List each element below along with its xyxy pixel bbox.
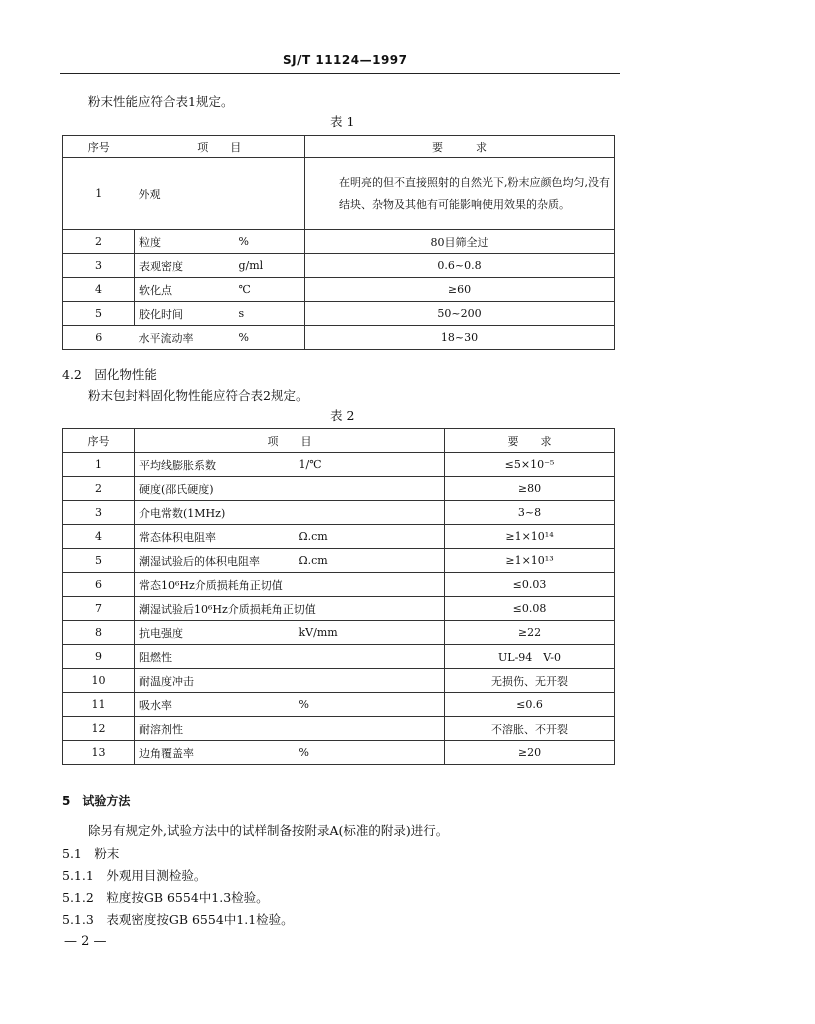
t1-row-unit: s (235, 302, 305, 326)
t2-row-item: 耐溶剂性 (135, 717, 295, 741)
t2-row-req: 不溶胀、不开裂 (445, 717, 615, 741)
t1-head-no: 序号 (63, 136, 135, 158)
t1-row-req: 0.6~0.8 (305, 254, 615, 278)
t2-row-req: ≥80 (445, 477, 615, 501)
t2-row-item: 耐温度冲击 (135, 669, 295, 693)
t2-row-req: ≥1×10¹³ (445, 549, 615, 573)
t1-row-req: ≥60 (305, 278, 615, 302)
t2-row-item: 边角覆盖率 (135, 741, 295, 765)
clause-text: 表观密度按GB 6554中1.1检验。 (106, 912, 294, 927)
t1-row-req: 80目筛全过 (305, 230, 615, 254)
t2-row-unit: Ω.cm (295, 549, 445, 573)
t2-row-item: 潮湿试验后的体积电阻率 (135, 549, 295, 573)
table-row (63, 254, 615, 278)
intro-paragraph-2: 粉末包封料固化物性能应符合表2规定。 (88, 388, 309, 403)
t1-row-item: 软化点 (135, 278, 235, 302)
t2-row-unit (295, 669, 445, 693)
t2-row-no: 1 (63, 453, 135, 477)
clause-number: 5.1.3 (62, 912, 94, 927)
t2-row-item: 吸水率 (135, 693, 295, 717)
t2-head-no: 序号 (63, 429, 135, 453)
t2-row-req: ≥20 (445, 741, 615, 765)
t2-row-req: ≥22 (445, 621, 615, 645)
t2-row-no: 2 (63, 477, 135, 501)
t2-row-no: 3 (63, 501, 135, 525)
section-5-1-1 (62, 866, 206, 884)
section-number: 4.2 (62, 367, 82, 382)
t2-row-no: 7 (63, 597, 135, 621)
t1-row-no: 4 (63, 278, 135, 302)
t2-row-req: ≥1×10¹⁴ (445, 525, 615, 549)
section-4-2-heading (62, 365, 157, 383)
section-5-paragraph: 除另有规定外,试验方法中的试样制备按附录A(标准的附录)进行。 (88, 823, 449, 838)
clause-number: 5.1.2 (62, 890, 94, 905)
t2-row-no: 13 (63, 741, 135, 765)
t1-row-unit: g/ml (235, 254, 305, 278)
t2-row-no: 8 (63, 621, 135, 645)
table-1-caption: 表 1 (330, 114, 355, 129)
section-number: 5 (62, 794, 71, 808)
table-row (63, 717, 615, 741)
t2-row-req: ≤0.6 (445, 693, 615, 717)
section-5-1-2 (62, 888, 269, 906)
table-row (63, 741, 615, 765)
t2-row-req: UL-94 V-0 (445, 645, 615, 669)
table-2 (62, 428, 615, 765)
table-row (63, 525, 615, 549)
t2-row-no: 10 (63, 669, 135, 693)
table-row (63, 645, 615, 669)
table-row (63, 302, 615, 326)
section-number: 5.1 (62, 846, 82, 861)
section-title: 粉末 (94, 846, 120, 861)
t1-row-item: 胶化时间 (135, 302, 235, 326)
table-2-header-row (63, 429, 615, 453)
t1-row-item: 粒度 (135, 230, 235, 254)
t2-row-item: 阻燃性 (135, 645, 295, 669)
t2-row-item: 硬度(邵氏硬度) (135, 477, 295, 501)
document-id-header: SJ/T 11124—1997 (283, 53, 408, 67)
clause-number: 5.1.1 (62, 868, 94, 883)
intro-paragraph-1: 粉末性能应符合表1规定。 (88, 94, 234, 109)
t2-row-unit (295, 573, 445, 597)
t2-head-req: 要 求 (445, 429, 615, 453)
t2-row-item: 抗电强度 (135, 621, 295, 645)
table-1 (62, 135, 615, 350)
table-row (63, 693, 615, 717)
table-row (63, 326, 615, 350)
t1-row-unit: % (235, 326, 305, 350)
table-2-caption: 表 2 (330, 408, 355, 423)
t2-row-unit: 1/℃ (295, 453, 445, 477)
table-row (63, 621, 615, 645)
page-number: — 2 — (64, 934, 107, 949)
t2-row-unit (295, 645, 445, 669)
t1-row-no: 6 (63, 326, 135, 350)
header-rule (60, 73, 620, 74)
t1-head-req: 要 求 (305, 136, 615, 158)
t1-row-no: 2 (63, 230, 135, 254)
table-row (63, 477, 615, 501)
t2-row-unit: Ω.cm (295, 525, 445, 549)
section-5-heading (62, 792, 130, 809)
table-row (63, 158, 615, 230)
t2-row-req: ≤0.08 (445, 597, 615, 621)
t2-row-unit: % (295, 741, 445, 765)
t2-row-item: 潮湿试验后10⁶Hz介质损耗角正切值 (135, 597, 295, 621)
t2-row-req: ≤0.03 (445, 573, 615, 597)
t2-row-item: 介电常数(1MHz) (135, 501, 295, 525)
table-row (63, 230, 615, 254)
t1-row-req: 在明亮的但不直接照射的自然光下,粉末应颜色均匀,没有结块、杂物及其他有可能影响使用效果的杂质。 (305, 158, 615, 230)
t2-row-req: ≤5×10⁻⁵ (445, 453, 615, 477)
t2-row-no: 12 (63, 717, 135, 741)
t2-row-unit: kV/mm (295, 621, 445, 645)
t1-row-no: 5 (63, 302, 135, 326)
t2-row-no: 5 (63, 549, 135, 573)
table-row (63, 573, 615, 597)
t1-row-item: 外观 (135, 158, 235, 230)
t1-row-unit: % (235, 230, 305, 254)
section-title: 试验方法 (82, 794, 131, 808)
t1-row-req: 18~30 (305, 326, 615, 350)
t1-row-unit (235, 158, 305, 230)
t1-row-item: 水平流动率 (135, 326, 235, 350)
section-title: 固化物性能 (94, 367, 157, 382)
t2-row-no: 4 (63, 525, 135, 549)
table-row (63, 278, 615, 302)
table-row (63, 669, 615, 693)
clause-text: 粒度按GB 6554中1.3检验。 (106, 890, 269, 905)
t2-row-no: 9 (63, 645, 135, 669)
table-1-header-row (63, 136, 615, 158)
t2-row-req: 3~8 (445, 501, 615, 525)
t1-row-no: 1 (63, 158, 135, 230)
t2-row-req: 无损伤、无开裂 (445, 669, 615, 693)
t1-row-req: 50~200 (305, 302, 615, 326)
t1-row-item: 表观密度 (135, 254, 235, 278)
t2-row-no: 6 (63, 573, 135, 597)
t2-row-item: 常态10⁶Hz介质损耗角正切值 (135, 573, 295, 597)
t2-row-item: 常态体积电阻率 (135, 525, 295, 549)
table-row (63, 501, 615, 525)
t2-row-item: 平均线膨胀系数 (135, 453, 295, 477)
clause-text: 外观用目测检验。 (106, 868, 207, 883)
t1-head-item: 项 目 (135, 136, 305, 158)
t1-row-no: 3 (63, 254, 135, 278)
t2-row-unit (295, 477, 445, 501)
t2-row-unit: % (295, 693, 445, 717)
section-5-1-heading (62, 844, 119, 862)
table-row (63, 453, 615, 477)
t2-row-no: 11 (63, 693, 135, 717)
section-5-1-3 (62, 910, 294, 928)
t2-row-unit (295, 717, 445, 741)
table-row (63, 549, 615, 573)
t2-row-unit (295, 597, 445, 621)
t2-row-unit (295, 501, 445, 525)
t1-row-unit: ℃ (235, 278, 305, 302)
t2-head-item: 项 目 (135, 429, 445, 453)
table-row (63, 597, 615, 621)
